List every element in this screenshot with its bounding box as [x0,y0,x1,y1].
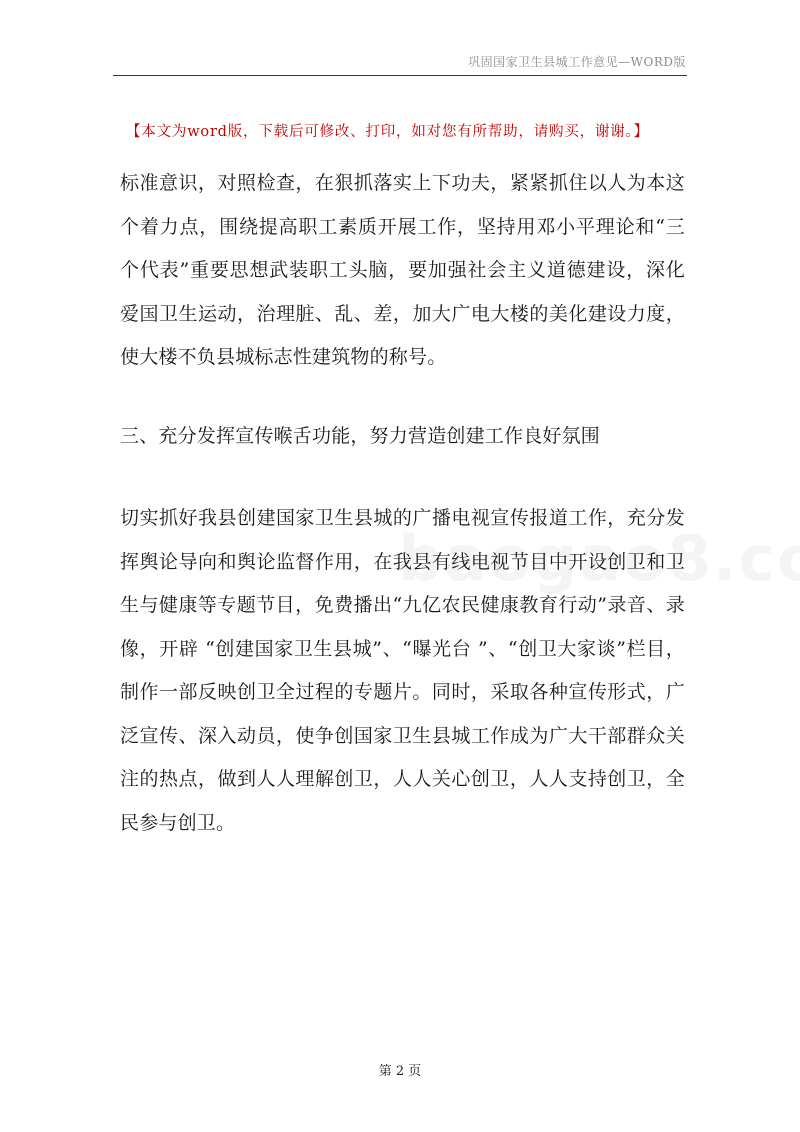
header-divider [113,75,687,76]
running-header-title: 巩固国家卫生县城工作意见—WORD版 [468,55,686,69]
purchase-notice: 【本文为word版，下载后可修改、打印，如对您有所帮助，请购买，谢谢。】 [126,124,649,140]
body-paragraph-2: 切实抓好我县创建国家卫生县城的广播电视宣传报道工作，充分发挥舆论导向和舆论监督作用，在我县有线电视节目中开设创卫和卫生与健康等专题节目，免费播出“九亿农民健康教育行动”录音、录像，开辟 “创建国家卫生县城”、“曝光台 ”、“创卫大家谈”栏目，制作一部反映创卫全过程的专题片。同时，采取各种宣传形式，广泛宣传、深入动员，使争创国家卫生县城工作成为广大干部群众关注的热点，做到人人理解创卫，人人关心创卫，人人支持创卫，全民参与创卫。 [120,507,685,834]
page-number: 第 2 页 [378,1064,422,1079]
section-heading: 三、充分发挥宣传喉舌功能，努力营造创建工作良好氛围 [120,425,601,447]
body-paragraph-1: 标准意识，对照检查，在狠抓落实上下功夫，紧紧抓住以人为本这个着力点，围绕提高职工素质开展工作，坚持用邓小平理论和“三个代表”重要思想武装职工头脑，要加强社会主义道德建设，深化爱国卫生运动，治理脏、乱、差，加大广电大楼的美化建设力度，使大楼不负县城标志性建筑物的称号。 [120,172,685,368]
